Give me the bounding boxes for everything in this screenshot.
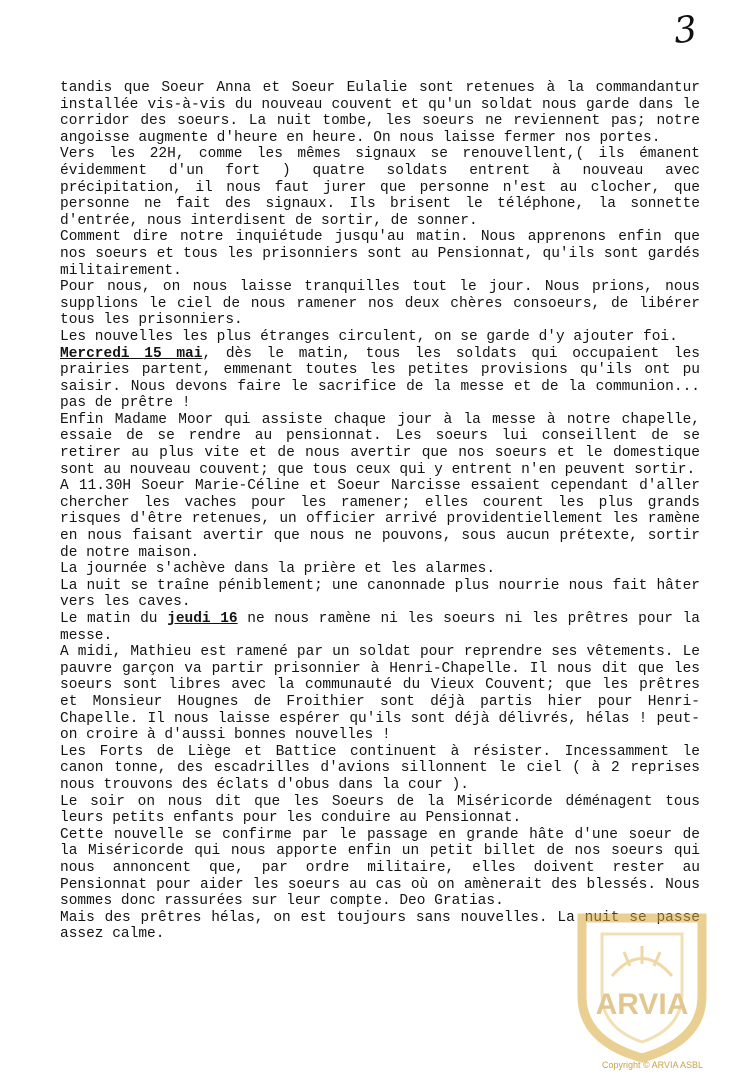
paragraph: Enfin Madame Moor qui assiste chaque jour à la messe à notre chapelle, essaie de se rendre au pensionnat. Les soeurs lui conseillent de se retirer au plus vite et de nous avertir que nos soeurs et le domestique sont au nouveau couvent; que tous ceux qui y entrent n'en peuvent sortir.: [60, 411, 700, 478]
paragraph: Cette nouvelle se confirme par le passage en grande hâte d'une soeur de la Miséricorde qui nous apporte enfin un petit billet de nos soeurs qui nous annoncent que, par ordre militaire, elles doivent rester au Pensionnat pour aider les soeurs au cas où on amènerait des blessés. Nous sommes donc rassurées sur leur compte. Deo Gratias.: [60, 826, 700, 910]
paragraph: A midi, Mathieu est ramené par un soldat pour reprendre ses vêtements. Le pauvre garçon va partir prisonnier à Henri-Chapelle. Il nous dit que les soeurs sont libres avec la communauté du Vieux Couvent; que les prêtres et Monsieur Hougnes de Froithier sont déjà partis hier pour Henri-Chapelle. Il nous laisse espérer qu'ils sont déjà délivrés, hélas ! peut-on croire à d'aussi bonnes nouvelles !: [60, 644, 700, 744]
paragraph-text: , dès le matin, tous les soldats qui occupaient les prairies partent, emmenant toutes les petites provisions qu'ils ont pu saisir. Nous devons faire le sacrifice de la messe et de la communion... pas de prêtre !: [60, 345, 700, 412]
paragraph: Pour nous, on nous laisse tranquilles tout le jour. Nous prions, nous supplions le ciel de nous ramener nos deux chères consoeurs, de libérer tous les prisonniers.: [60, 279, 700, 329]
paragraph-text: Le matin du: [60, 611, 168, 627]
paragraph: tandis que Soeur Anna et Soeur Eulalie sont retenues à la commandantur installée vis-à-vis du nouveau couvent et qu'un soldat nous garde dans le corridor des soeurs. La nuit tombe, les soeurs ne reviennent pas; notre angoisse augmente d'heure en heure. On nous laisse fermer nos portes.: [60, 80, 700, 146]
paragraph: Le soir on nous dit que les Soeurs de la Miséricorde déménagent tous leurs petits enfants pour les conduire au Pensionnat.: [60, 793, 700, 827]
paragraph-mercredi: [60, 346, 700, 412]
paragraph: A 11.30H Soeur Marie-Céline et Soeur Narcisse essaient cependant d'aller chercher les vaches pour les ramener; elles courent les plus grands risques d'être retenues, un officier arrivé providentiellement les ramène en nous faisant avertir que nous ne pouvons, sous aucun prétexte, sortir de notre maison.: [60, 478, 700, 561]
page-number: 3: [671, 8, 699, 53]
watermark-text: ARVIA: [595, 988, 689, 1021]
date-heading: jeudi 16: [167, 611, 238, 627]
paragraph: Mais des prêtres hélas, on est toujours sans nouvelles. La nuit se passe assez calme.: [60, 909, 700, 943]
paragraph: Comment dire notre inquiétude jusqu'au matin. Nous apprenons enfin que nos soeurs et tous les prisonniers sont au Pensionnat, qu'ils sont gardés militairement.: [60, 229, 700, 279]
paragraph: Vers les 22H, comme les mêmes signaux se renouvellent,( ils émanent évidemment d'un fort ) quatre soldats entrent à nouveau avec précipitation, il nous faut jurer que personne n'est au clocher, que personne ne fait des signaux. Ils brisent le téléphone, la sonnette d'entrée, nous interdisent de sortir, de sonner.: [60, 146, 700, 229]
paragraph-jeudi: [60, 611, 700, 644]
date-heading: Mercredi 15 mai: [60, 345, 203, 362]
copyright-notice: Copyright © ARVIA ASBL: [602, 1060, 704, 1070]
arvia-shield-logo-icon: [562, 906, 722, 1066]
document-body: [60, 80, 700, 943]
paragraph: Les Forts de Liège et Battice continuent à résister. Incessamment le canon tonne, des escadrilles d'avions sillonnent le ciel ( à 2 reprises nous trouvons des éclats d'obus dans la cour ).: [60, 743, 700, 793]
paragraph-text: ne nous ramène ni les soeurs ni les prêtres pour la messe.: [60, 611, 700, 644]
paragraph: Les nouvelles les plus étranges circulent, on se garde d'y ajouter foi.: [60, 328, 678, 345]
paragraph: La nuit se traîne péniblement; une canonnade plus nourrie nous fait hâter vers les caves.: [60, 577, 700, 611]
paragraph: La journée s'achève dans la prière et les alarmes.: [60, 561, 496, 578]
